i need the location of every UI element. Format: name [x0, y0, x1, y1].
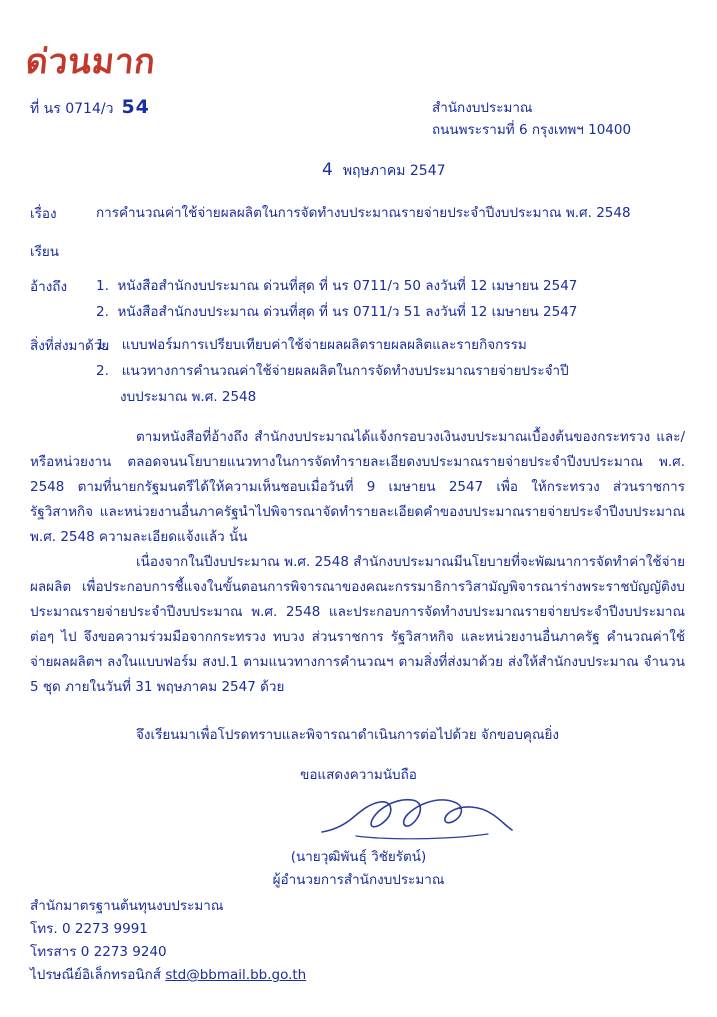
document-number-mid: ว — [105, 101, 114, 117]
organization-block — [432, 97, 631, 141]
document-number-value: 54 — [121, 96, 150, 118]
organization-address: ถนนพระรามที่ 6 กรุงเทพฯ 10400 — [432, 122, 632, 138]
subject-text: การคำนวณค่าใช้จ่ายผลผลิตในการจัดทำงบประมาณรายจ่ายประจำปีงบประมาณ พ.ศ. 2548 — [96, 205, 631, 221]
reference-label: อ้างถึง — [30, 279, 68, 295]
date-day: 4 — [322, 160, 333, 180]
paragraph-1-text: ตามหนังสือที่อ้างถึง สำนักงบประมาณได้แจ้งกรอบวงเงินงบประมาณเบื้องต้นของกระทรวง และ/หรือหน่วยงาน ตลอดจนนโยบายแนวทางในการจัดทำรายละเอียดงบประมาณรายจ่ายประจำปีงบประมาณ พ.ศ. 2548 ตามที่นายกรัฐมนตรีได้ให้ความเห็นชอบเมื่อวันที่ 9 เมษายน 2547 เพื่อ ให้กระทรวง ส่วนราชการ รัฐวิสาหกิจ และหน่วยงานอื่นภาครัฐนำไปพิจารณาจัดทำรายละเอียดคำของบประมาณรายจ่ายประจำปีงบประมาณ พ.ศ. 2548 ความละเอียดแจ้งแล้ว นั้น — [30, 429, 685, 545]
signature-scribble — [316, 790, 526, 850]
document-date — [322, 160, 446, 182]
signer-name: (นายวุฒิพันธุ์ วิชัยรัตน์) — [290, 849, 427, 865]
enclosure-item: 2. แนวทางการคำนวณค่าใช้จ่ายผลผลิตในการจัดทำงบประมาณรายจ่ายประจำปี — [96, 363, 569, 379]
to-label: เรียน — [30, 244, 60, 260]
footer-email-link[interactable]: std@bbmail.bb.go.th — [165, 967, 307, 983]
body-paragraph-2 — [30, 550, 685, 700]
paragraph-2-text: เนื่องจากในปีงบประมาณ พ.ศ. 2548 สำนักงบประมาณมีนโยบายที่จะพัฒนาการจัดทำค่าใช้จ่ายผลผลิต เพื่อประกอบการชี้แจงในขั้นตอนการพิจารณาของคณะกรรมาธิการวิสามัญพิจารณาร่างพระราชบัญญัติงบประมาณรายจ่ายประจำปีงบประมาณ พ.ศ. 2548 และประกอบการจัดทำงบประมาณรายจ่ายประจำปีงบประมาณต่อๆ ไป จึงขอความร่วมมือจากกระทรวง ทบวง ส่วนราชการ รัฐวิสาหกิจ และหน่วยงานอื่นภาครัฐ คำนวณค่าใช้จ่ายผลผลิตฯ ลงในแบบฟอร์ม สงป.1 ตามแนวทางการคำนวณฯ ตามสิ่งที่ส่งมาด้วย ส่งให้สำนักงบประมาณ จำนวน 5 ชุด ภายในวันที่ 31 พฤษภาคม 2547 ด้วย — [30, 554, 685, 695]
footer-email-label: ไปรษณีย์อิเล็กทรอนิกส์ — [30, 967, 162, 983]
body-paragraph-3 — [30, 723, 685, 748]
document-number-prefix: ที่ นร 0714/ — [30, 101, 106, 117]
enclosure-item: 1. แบบฟอร์มการเปรียบเทียบค่าใช้จ่ายผลผลิตรายผลผลิตและรายกิจกรรม — [96, 337, 527, 353]
footer-contact-block — [30, 895, 306, 987]
footer-phone: โทร. 0 2273 9991 — [30, 921, 148, 937]
reference-item: 2. หนังสือสำนักงบประมาณ ด่วนที่สุด ที่ นร 0711/ว 51 ลงวันที่ 12 เมษายน 2547 — [96, 304, 578, 320]
subject-label: เรื่อง — [30, 206, 57, 222]
signer-title: ผู้อำนวยการสำนักงบประมาณ — [272, 872, 445, 888]
enclosure-item-cont: งบประมาณ พ.ศ. 2548 — [120, 389, 257, 405]
date-month-year: พฤษภาคม 2547 — [342, 163, 446, 179]
reference-item: 1. หนังสือสำนักงบประมาณ ด่วนที่สุด ที่ นร 0711/ว 50 ลงวันที่ 12 เมษายน 2547 — [96, 278, 578, 294]
document-number — [30, 96, 150, 120]
footer-fax: โทรสาร 0 2273 9240 — [30, 944, 167, 960]
urgent-stamp: ด่วนมาก — [23, 42, 158, 82]
closing-regards: ขอแสดงความนับถือ — [300, 767, 417, 783]
body-paragraph-1 — [30, 425, 685, 550]
enclosure-label: สิ่งที่ส่งมาด้วย — [30, 338, 110, 354]
footer-email-row — [30, 964, 306, 987]
paragraph-3-text: จึงเรียนมาเพื่อโปรดทราบและพิจารณาดำเนินการต่อไปด้วย จักขอบคุณยิ่ง — [136, 727, 559, 743]
footer-office: สำนักมาตรฐานต้นทุนงบประมาณ — [30, 898, 224, 914]
organization-name: สำนักงบประมาณ — [432, 100, 533, 116]
